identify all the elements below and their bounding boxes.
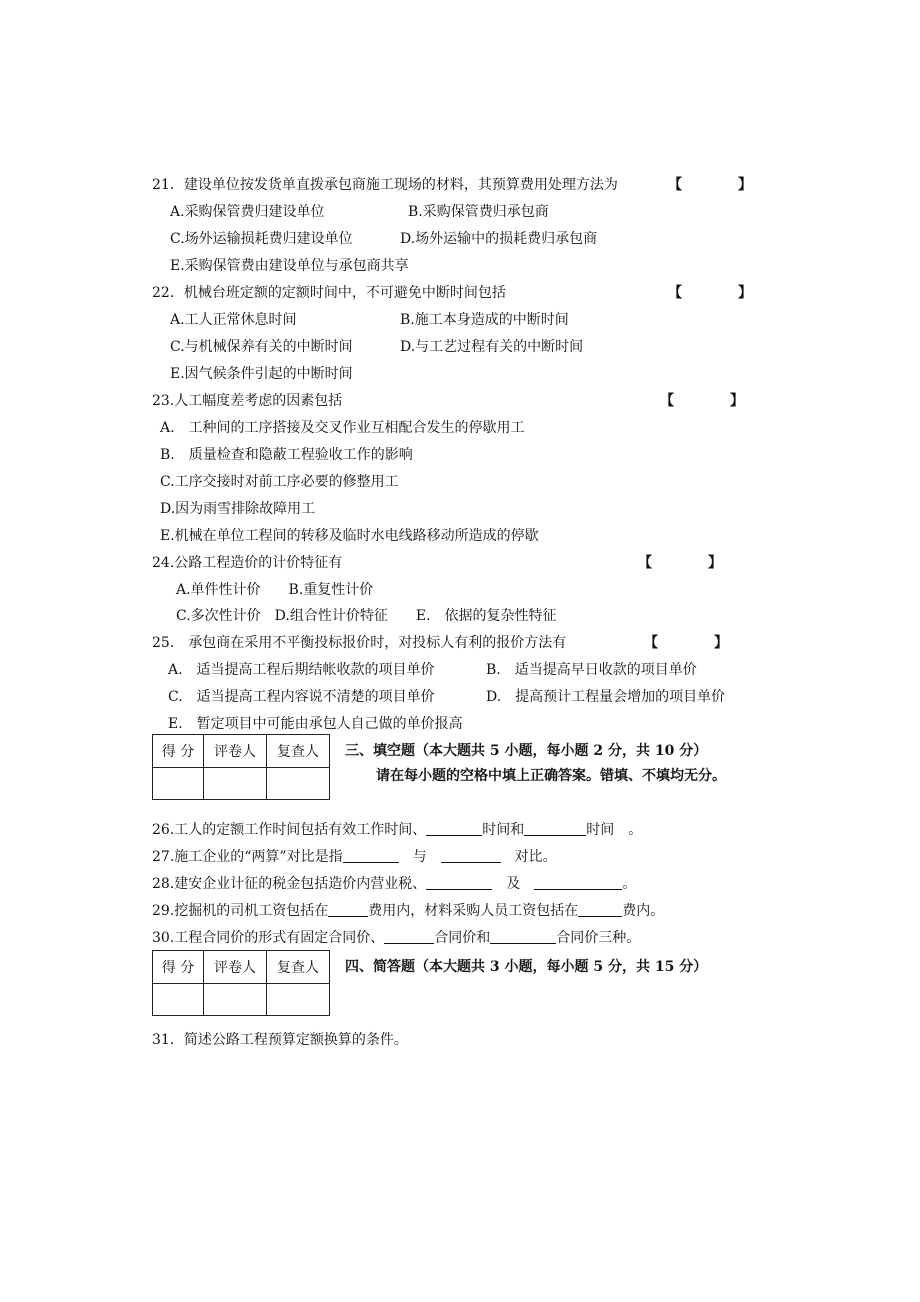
q23-option-b: B. 质量检查和隐蔽工程验收工作的影响 <box>160 447 413 463</box>
q24-answer-bracket[interactable]: 【 】 <box>638 555 722 571</box>
q21-option-a: A.采购保管费归建设单位 <box>170 204 325 220</box>
q27-blank-2[interactable] <box>441 848 501 863</box>
q23-stem: 23.人工幅度差考虑的因素包括 <box>152 393 343 409</box>
q30-text-1: 30.工程合同价的形式有固定合同价、 <box>152 930 385 946</box>
q22-option-e: E.因气候条件引起的中断时间 <box>170 366 353 382</box>
q28-blank-2[interactable] <box>534 875 622 890</box>
q23-option-a: A. 工种间的工序搭接及交叉作业互相配合发生的停歇用工 <box>160 420 525 436</box>
grader-header: 评卷人 <box>204 735 267 768</box>
q22-option-b: B.施工本身造成的中断时间 <box>400 312 569 328</box>
q23-answer-bracket[interactable]: 【 】 <box>660 393 744 409</box>
q22-stem: 22．机械台班定额的定额时间中，不可避免中断时间包括 <box>152 285 506 301</box>
q30-blank-2[interactable] <box>490 929 556 944</box>
q28-blank-1[interactable] <box>426 875 492 890</box>
q28-text-1: 28.建安企业计征的税金包括造价内营业税、 <box>152 876 427 892</box>
q31-stem: 31．简述公路工程预算定额换算的条件。 <box>152 1032 408 1048</box>
q25-option-e: E. 暂定项目中可能由承包人自己做的单价报高 <box>168 716 463 732</box>
q25-option-c: C. 适当提高工程内容说不清楚的项目单价 <box>168 689 435 705</box>
score-table-section3 <box>152 734 330 800</box>
q29-text-1: 29.挖掘机的司机工资包括在 <box>152 903 329 919</box>
q25-answer-bracket[interactable]: 【 】 <box>644 635 728 651</box>
q26-blank-2[interactable] <box>524 821 586 836</box>
q21-stem: 21．建设单位按发货单直拨承包商施工现场的材料，其预算费用处理方法为 <box>152 177 618 193</box>
q26-text-1: 26.工人的定额工作时间包括有效工作时间、 <box>152 822 427 838</box>
q27-blank-1[interactable] <box>343 848 399 863</box>
q25-option-b: B. 适当提高早日收款的项目单价 <box>486 662 697 678</box>
q29-text-2: 费用内，材料采购人员工资包括在 <box>368 903 579 919</box>
reviewer-cell[interactable] <box>267 984 330 1016</box>
q21-answer-bracket[interactable]: 【 】 <box>668 177 752 193</box>
q23-option-c: C.工序交接时对前工序必要的修整用工 <box>160 474 399 490</box>
score-cell[interactable] <box>153 984 204 1016</box>
q27-text-1: 27.施工企业的“两算”对比是指 <box>152 849 343 865</box>
section3-title: 三、填空题（本大题共 5 小题，每小题 2 分，共 10 分） <box>345 743 708 759</box>
score-cell[interactable] <box>153 768 204 800</box>
section4-title: 四、简答题（本大题共 3 小题，每小题 5 分，共 15 分） <box>345 959 708 975</box>
grader-header: 评卷人 <box>204 951 267 984</box>
q29-blank-1[interactable] <box>328 902 368 917</box>
grader-cell[interactable] <box>204 984 267 1016</box>
q28-text-3: 。 <box>622 876 637 892</box>
q29-blank-2[interactable] <box>578 902 622 917</box>
q26 <box>152 820 642 840</box>
q30-blank-1[interactable] <box>384 929 434 944</box>
q22-answer-bracket[interactable]: 【 】 <box>668 285 752 301</box>
q24-stem: 24.公路工程造价的计价特征有 <box>152 555 343 571</box>
q24-options-line2: C.多次性计价 D.组合性计价特征 E. 依据的复杂性特征 <box>176 608 557 624</box>
q25-stem: 25. 承包商在采用不平衡投标报价时，对投标人有利的报价方法有 <box>152 635 567 651</box>
reviewer-header: 复查人 <box>267 951 330 984</box>
q22-option-c: C.与机械保养有关的中断时间 <box>170 339 353 355</box>
q26-text-3: 时间 。 <box>586 822 643 838</box>
q25-option-d: D. 提高预计工程量会增加的项目单价 <box>486 689 726 705</box>
q29 <box>152 901 664 921</box>
score-header: 得 分 <box>153 951 204 984</box>
score-table-section4 <box>152 950 330 1016</box>
q28 <box>152 874 636 894</box>
q21-option-b: B.采购保管费归承包商 <box>408 204 549 220</box>
q25-option-a: A. 适当提高工程后期结帐收款的项目单价 <box>168 662 435 678</box>
q24-options-line1: A.单件性计价 B.重复性计价 <box>176 582 374 598</box>
q21-option-e: E.采购保管费由建设单位与承包商共享 <box>170 258 409 274</box>
reviewer-cell[interactable] <box>267 768 330 800</box>
q28-text-2: 及 <box>506 876 521 892</box>
grader-cell[interactable] <box>204 768 267 800</box>
q23-option-e: E.机械在单位工程间的转移及临时水电线路移动所造成的停歇 <box>160 528 539 544</box>
score-header: 得 分 <box>153 735 204 768</box>
q27-text-2: 与 <box>412 849 427 865</box>
q30 <box>152 928 640 948</box>
section3-instructions: 请在每小题的空格中填上正确答案。错填、不填均无分。 <box>376 768 726 784</box>
q21-option-c: C.场外运输损耗费归建设单位 <box>170 231 353 247</box>
q27 <box>152 847 557 867</box>
q26-text-2: 时间和 <box>482 822 525 838</box>
q30-text-2: 合同价和 <box>434 930 491 946</box>
reviewer-header: 复查人 <box>267 735 330 768</box>
q22-option-a: A.工人正常休息时间 <box>170 312 297 328</box>
q30-text-3: 合同价三种。 <box>556 930 641 946</box>
q21-option-d: D.场外运输中的损耗费归承包商 <box>400 231 598 247</box>
q29-text-3: 费内。 <box>622 903 665 919</box>
q26-blank-1[interactable] <box>426 821 482 836</box>
q22-option-d: D.与工艺过程有关的中断时间 <box>400 339 584 355</box>
q23-option-d: D.因为雨雪排除故障用工 <box>160 501 316 517</box>
q27-text-3: 对比。 <box>514 849 557 865</box>
